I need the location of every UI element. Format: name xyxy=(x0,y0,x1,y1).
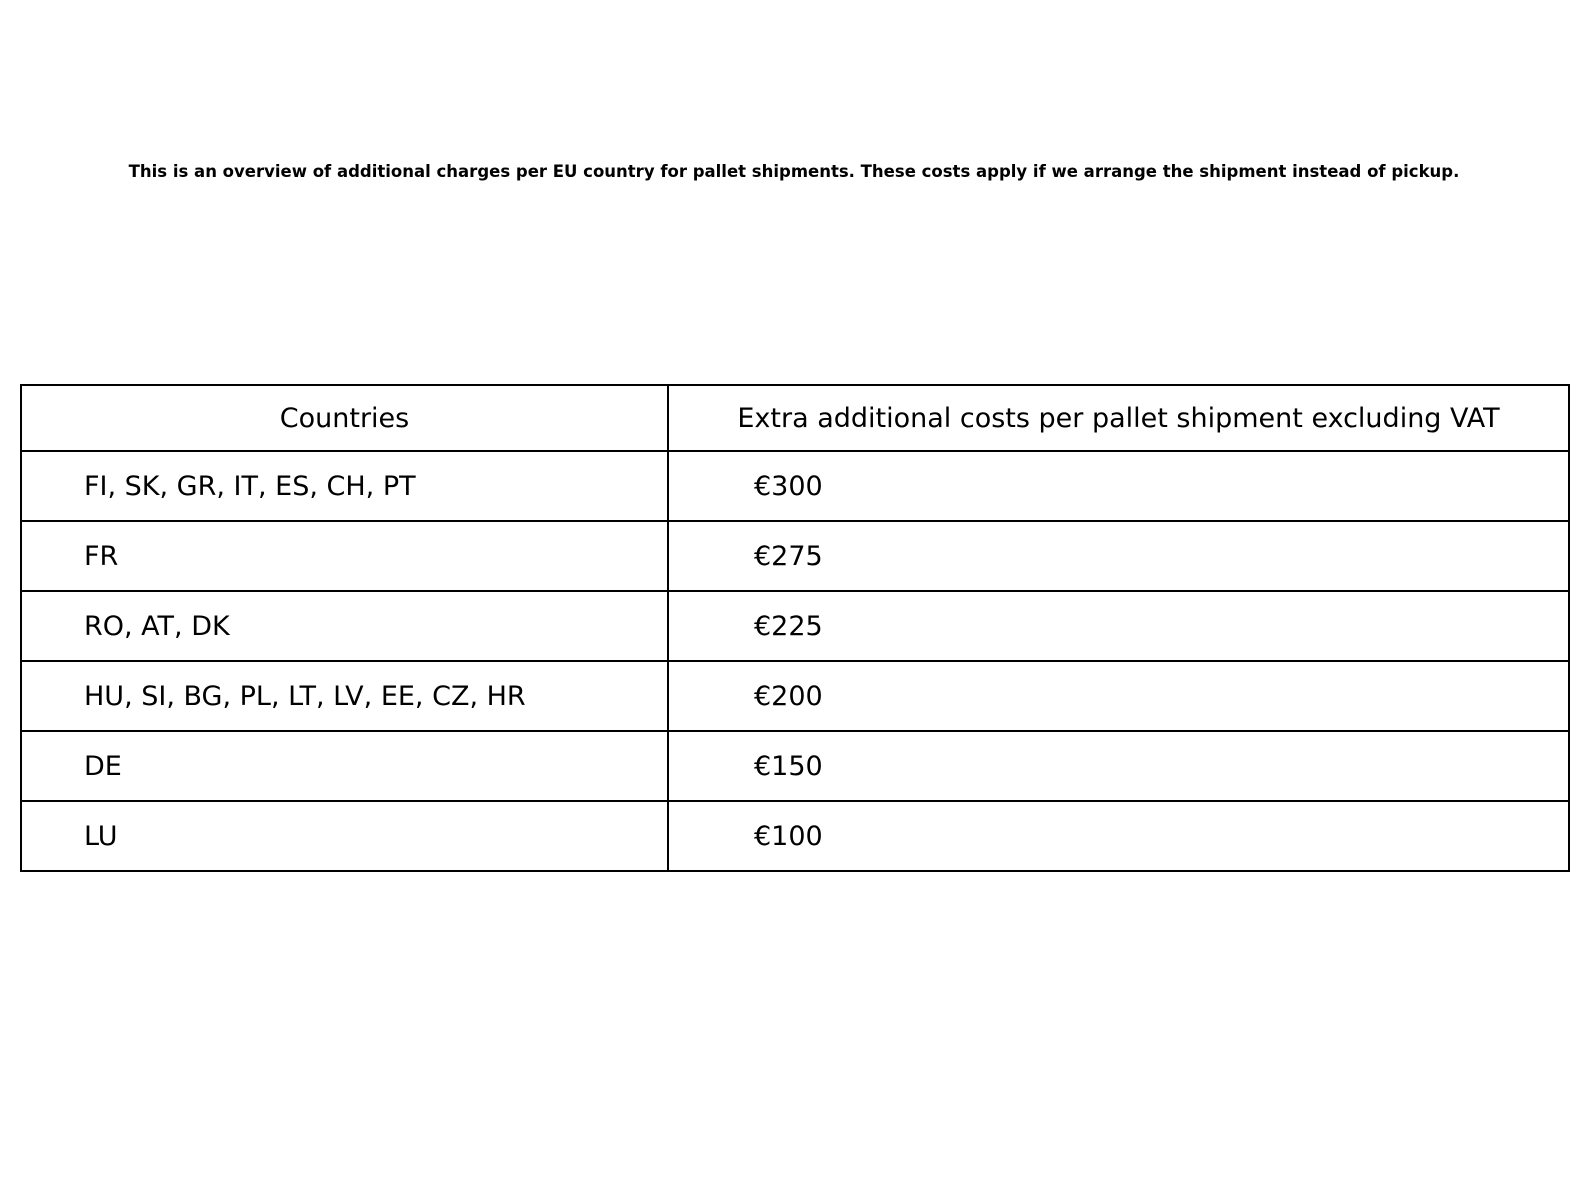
cost-cell: €225 xyxy=(668,591,1569,661)
countries-cell: RO, AT, DK xyxy=(21,591,668,661)
table-row xyxy=(21,731,1569,801)
header-extra-costs: Extra additional costs per pallet shipment excluding VAT xyxy=(668,385,1569,451)
header-countries: Countries xyxy=(21,385,668,451)
cost-cell: €275 xyxy=(668,521,1569,591)
table-row xyxy=(21,661,1569,731)
table-row xyxy=(21,591,1569,661)
cost-cell: €300 xyxy=(668,451,1569,521)
table-header-row xyxy=(21,385,1569,451)
table-row xyxy=(21,801,1569,871)
countries-cell: DE xyxy=(21,731,668,801)
cost-cell: €150 xyxy=(668,731,1569,801)
cost-cell: €200 xyxy=(668,661,1569,731)
countries-cell: FR xyxy=(21,521,668,591)
page-title: This is an overview of additional charges per EU country for pallet shipments. These costs apply if we arrange the shipment instead of pickup. xyxy=(128,162,1460,181)
table-row xyxy=(21,521,1569,591)
countries-cell: FI, SK, GR, IT, ES, CH, PT xyxy=(21,451,668,521)
countries-cell: LU xyxy=(21,801,668,871)
charges-table xyxy=(20,384,1570,872)
countries-cell: HU, SI, BG, PL, LT, LV, EE, CZ, HR xyxy=(21,661,668,731)
table-row xyxy=(21,451,1569,521)
cost-cell: €100 xyxy=(668,801,1569,871)
